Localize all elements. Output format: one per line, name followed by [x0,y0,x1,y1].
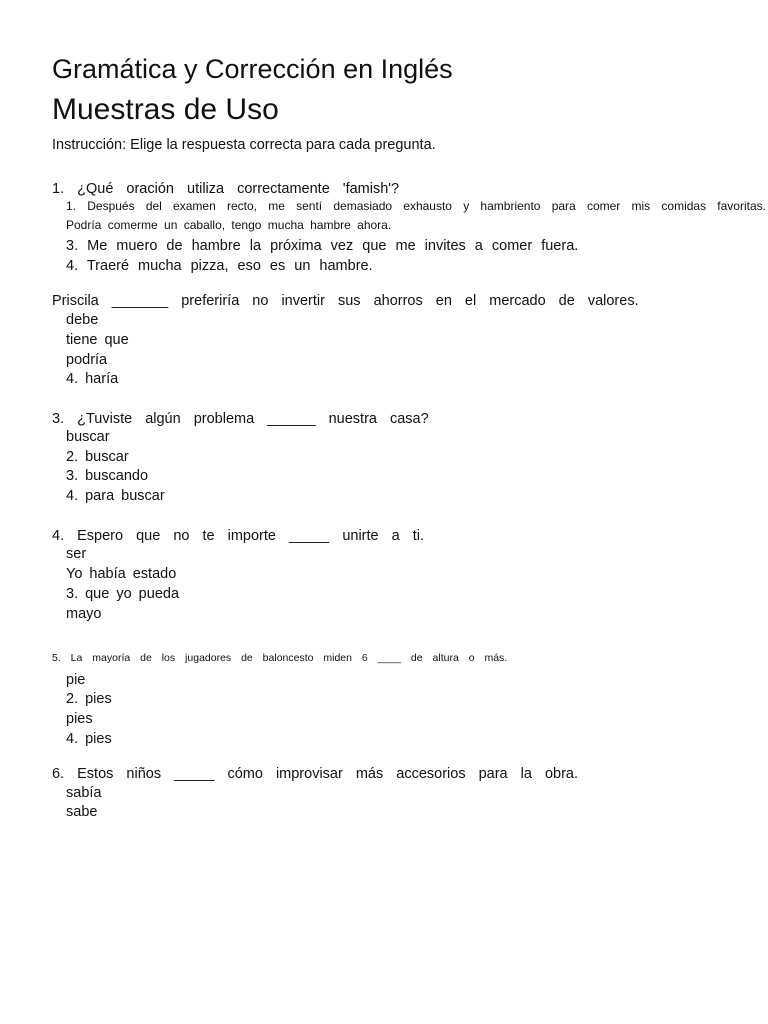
option-2: Podría comerme un caballo, tengo mucha hambre ahora. [66,218,392,232]
question-text: 1. ¿Qué oración utiliza correctamente 'famish'? [52,181,400,197]
option-3: pies [66,711,93,727]
option-3: 3. Me muero de hambre la próxima vez que me invites a comer fuera. [66,238,579,254]
option-1: pie [66,672,86,688]
option-1: sabía [66,785,102,801]
option-1: debe [66,312,99,328]
option-2: sabe [66,804,98,820]
document-subtitle: Muestras de Uso [52,93,279,126]
question-text: Priscila _______ preferiría no invertir sus ahorros en el mercado de valores. [52,293,639,309]
question-text: 6. Estos niños _____ cómo improvisar más accesorios para la obra. [52,766,579,782]
option-1: buscar [66,429,110,445]
option-2: tiene que [66,332,129,348]
option-2: 2. buscar [66,449,129,465]
option-3: 3. buscando [66,468,149,484]
option-4: 4. Traeré mucha pizza, eso es un hambre. [66,258,373,274]
option-4: mayo [66,606,102,622]
question-text: 4. Espero que no te importe _____ unirte a ti. [52,528,424,544]
question-text: 5. La mayoría de los jugadores de baloncesto miden 6 ____ de altura o más. [52,652,508,664]
option-4: 4. pies [66,731,112,747]
instruction-text: Instrucción: Elige la respuesta correcta para cada pregunta. [52,137,436,153]
option-2: 2. pies [66,691,112,707]
option-2: Yo había estado [66,566,177,582]
option-3: podría [66,352,108,368]
option-3: 3. que yo pueda [66,586,180,602]
option-1: 1. Después del examen recto, me sentí demasiado exhausto y hambriento para comer mis comidas favoritas. [66,199,766,213]
option-1: ser [66,546,87,562]
document-title: Gramática y Corrección en Inglés [52,54,453,84]
option-4: 4. para buscar [66,488,165,504]
option-4: 4. haría [66,371,119,387]
question-text: 3. ¿Tuviste algún problema ______ nuestra casa? [52,411,429,427]
